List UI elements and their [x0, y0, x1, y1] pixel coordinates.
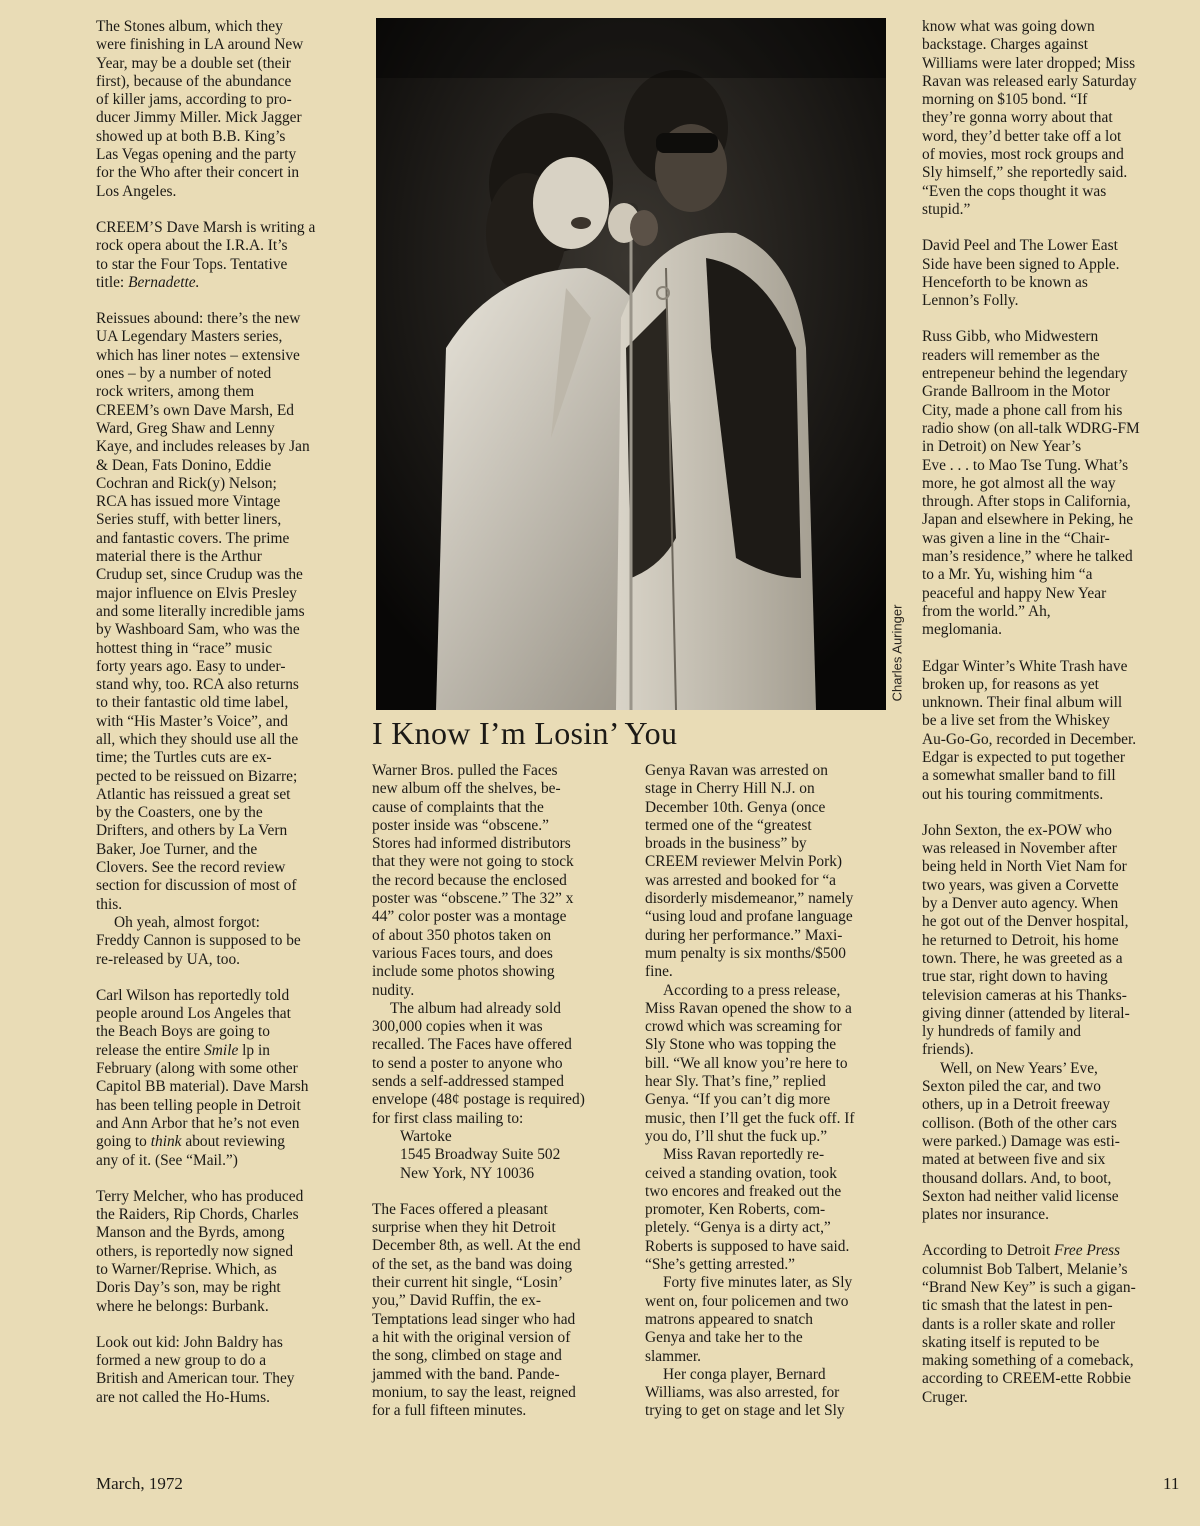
paragraph	[96, 1334, 352, 1407]
page-number: 11	[1163, 1474, 1180, 1493]
italic-text: Free Press	[1054, 1242, 1121, 1260]
paragraph	[96, 18, 352, 201]
paragraph	[645, 1274, 890, 1365]
paragraph-text: Reissues abound: there’s the new UA Legendary Masters series, which has liner notes – extensive ones – by a number of noted rock writers, among them CREEM’s own Dave Marsh, Ed Ward, Greg Shaw and Lenny Kaye, and includes releases by Jan & Dean, Fats Donino, Eddie Cochran and Rick(y) Nelson; RCA has issued more Vintage Series stuff, with better liners, and fantastic covers. The prime material there is the Arthur Crudup set, since Crudup was the major influence on Elvis Presley and some literally incredible jams by Washboard Sam, who was the hottest thing in “race” music forty years ago. Easy to under- stand why, too. RCA also returns to their fantastic old time label, with “His Master’s Voice”, and all, which they should use all the time; the Turtles cuts are ex- pected to be reissued on Bizarre; Atlantic has reissued a great set by the Coasters, one by the Drifters, and others by La Vern Baker, Joe Turner, and the Clovers. See the record review section for discussion of most of this.	[96, 310, 310, 913]
paragraph-text: Oh yeah, almost forgot: Freddy Cannon is supposed to be re-released by UA, too.	[96, 913, 301, 968]
paragraph-text: The Stones album, which they were finishing in LA around New Year, may be a double set (their first), because of the abundance of killer jams, according to pro- ducer Jimmy Miller. Mick Jagger showed up at both B.B. King’s Las Vegas opening and the party for the Who after their concert in Los Angeles.	[96, 18, 304, 200]
paragraph	[922, 658, 1178, 804]
paragraph-text: Genya Ravan was arrested on stage in Cherry Hill N.J. on December 10th. Genya (once termed one of the “greatest broads in the business” by CREEM reviewer Melvin Pork) was arrested and booked for “a disorderly misdemeanor,” namely “using loud and profane language during her performance.” Maxi- mum penalty is six months/$500 fine.	[645, 762, 854, 981]
paragraph-text: David Peel and The Lower East Side have been signed to Apple. Henceforth to be known as Lennon’s Folly.	[922, 237, 1120, 310]
paragraph-text: Well, on New Years’ Eve, Sexton piled the car, and two others, up in a Detroit freeway collison. (Both of the other cars were parked.) Damage was esti- mated at between five and six thousand dollars. And, to boot, Sexton had neither valid license plates nor insurance.	[922, 1059, 1120, 1224]
middle-column	[372, 762, 627, 1438]
concert-photo	[376, 18, 886, 710]
paragraph	[645, 1146, 890, 1274]
paragraph	[372, 1000, 627, 1128]
italic-text: Bernadette.	[128, 273, 200, 291]
paragraph-text: The Faces offered a pleasant surprise when they hit Detroit December 8th, as well. At the end of the set, as the band was doing their current hit single, “Losin’ you,” David Ruffin, the ex- Temptations lead singer who had a hit with the original version of the song, climbed on stage and jammed with the band. Pande- monium, to say the least, reigned for a full fifteen minutes.	[372, 1200, 581, 1420]
photo-credit	[886, 592, 908, 714]
paragraph-text: Look out kid: John Baldry has formed a new group to do a British and American tour. They are not called the Ho-Hums.	[96, 1333, 295, 1406]
paragraph-text: Terry Melcher, who has produced the Raiders, Rip Chords, Charles Manson and the Byrds, among others, is reportedly now signed to Warner/Reprise. Which, as Doris Day’s son, may be right where he belongs: Burbank.	[96, 1187, 304, 1315]
article-headline: I Know I’m Losin’ You	[372, 715, 678, 751]
paragraph-text: know what was going down backstage. Charges against Williams were later dropped; Miss Ravan was released early Saturday morning on $105 bond. “If they’re gonna worry about that word, they’d better take off a lot of movies, most rock groups and Sly himself,” she reportedly said. “Even the cops thought it was stupid.”	[922, 18, 1137, 218]
paragraph	[96, 914, 352, 969]
paragraph	[922, 328, 1178, 639]
left-column	[96, 18, 352, 1425]
paragraph	[96, 1188, 352, 1316]
italic-text: think	[150, 1133, 182, 1151]
paragraph-text: Russ Gibb, who Midwestern readers will remember as the entrepeneur behind the legendary Grande Ballroom in the Motor City, made a phone call from his radio show (on all-talk WDRG-FM in Detroit) on New Year’s Eve . . . to Mao Tse Tung. What’s more, he got almost all the way through. After stops in California, Japan and elsewhere in Peking, he was given a line in the “Chair- man’s residence,” where he talked to a Mr. Yu, wishing him “a peaceful and happy New Year from the world.” Ah, meglomania.	[922, 328, 1140, 639]
paragraph-text: CREEM’S Dave Marsh is writing a rock opera about the I.R.A. It’s to star the Four Tops. Tentative title:	[96, 218, 316, 291]
paragraph	[96, 310, 352, 914]
paragraph-text: Her conga player, Bernard Williams, was also arrested, for trying to get on stage and let Sly	[645, 1365, 845, 1420]
paragraph-text: Miss Ravan reportedly re- ceived a standing ovation, took two encores and freaked out the promoter, Ken Roberts, com- pletely. “Genya is a dirty act,” Roberts is supposed to have said. “She’s getting arrested.”	[645, 1146, 850, 1274]
paragraph	[372, 762, 627, 1000]
paragraph-text: Wartoke 1545 Broadway Suite 502 New York, NY 10036	[400, 1127, 561, 1182]
paragraph-text: Carl Wilson has reportedly told people around Los Angeles that the Beach Boys are going to release the entire	[96, 986, 291, 1059]
paragraph	[96, 987, 352, 1170]
paragraph-text: John Sexton, the ex-POW who was released in November after being held in North Viet Nam for two years, was given a Corvette by a Denver auto agency. When he got out of the Denver hospital, he returned to Detroit, his home town. There, he was greeted as a true star, right down to having television cameras at his Thanks- giving dinner (attended by literal- ly hundreds of family and friends).	[922, 821, 1130, 1059]
paragraph	[922, 237, 1178, 310]
concert-photo-image	[376, 18, 886, 710]
right-column	[922, 18, 1178, 1425]
paragraph-text: Edgar Winter’s White Trash have broken up, for reasons as yet unknown. Their final album will be a live set from the Whiskey Au-Go-Go, recorded in December. Edgar is expected to put together a somewhat smaller band to fill out his touring commitments.	[922, 657, 1137, 803]
paragraph	[372, 1201, 627, 1421]
paragraph-text: lp in February (along with some other Capitol BB material). Dave Marsh has been telling people in Detroit and Ann Arbor that he’s not even going to	[96, 1041, 309, 1151]
paragraph	[922, 1242, 1178, 1407]
paragraph-text: columnist Bob Talbert, Melanie’s “Brand New Key” is such a gigan- tic smash that the latest in pen- dants is a roller skate and roller skating itself is reputed to be making something of a comeback, according to CREEM-ette Robbie Cruger.	[922, 1260, 1136, 1406]
issue-date: March, 1972	[96, 1474, 183, 1493]
paragraph	[645, 762, 890, 982]
paragraph	[922, 18, 1178, 219]
paragraph	[96, 219, 352, 292]
paragraph	[400, 1128, 627, 1183]
photo-credit-text: Charles Auringer	[889, 604, 905, 702]
paragraph	[645, 1366, 890, 1421]
italic-text: Smile	[204, 1041, 239, 1059]
paragraph-text: Warner Bros. pulled the Faces new album off the shelves, be- cause of complaints that the poster inside was “obscene.” Stores had informed distributors that they were not going to stock the record because the enclosed poster was “obscene.” The 32” x 44” color poster was a montage of about 350 photos taken on various Faces tours, and does include some photos showing nudity.	[372, 762, 574, 999]
paragraph-text: According to a press release, Miss Ravan opened the show to a crowd which was screaming for Sly Stone who was topping the bill. “We all know you’re here to hear Sly. That’s fine,” replied Genya. “If you can’t dig more music, then I’ll get the fuck off. If you do, I’ll shut the fuck up.”	[645, 981, 855, 1145]
paragraph-text: The album had already sold 300,000 copies when it was recalled. The Faces have offered to send a poster to anyone who sends a self-addressed stamped envelope (48¢ postage is required) for first class mailing to:	[372, 999, 585, 1127]
paragraph-text: about reviewing any of it. (See “Mail.”)	[96, 1133, 285, 1169]
center-column	[645, 762, 890, 1421]
paragraph	[922, 1060, 1178, 1225]
paragraph	[645, 982, 890, 1147]
paragraph	[922, 822, 1178, 1060]
paragraph-text: Forty five minutes later, as Sly went on, four policemen and two matrons appeared to snatch Genya and take her to the slammer.	[645, 1274, 853, 1365]
paragraph-text: According to Detroit	[922, 1242, 1055, 1260]
